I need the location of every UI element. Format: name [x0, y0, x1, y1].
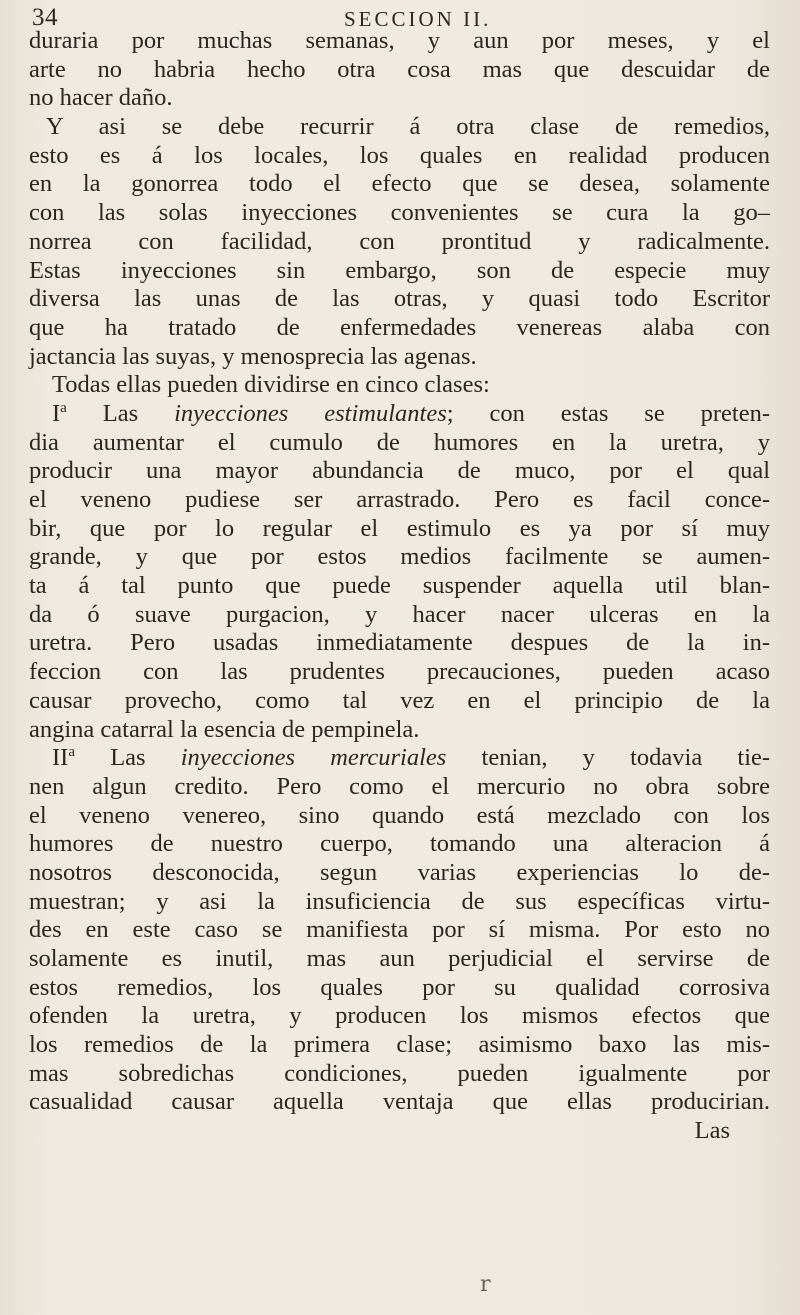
item-rest: tenian, y todavia tie- [481, 744, 771, 772]
page-number: 34 [32, 4, 58, 31]
item-numeral: I [52, 399, 61, 427]
text-line: Y asi se debe recurrir á otra clase de remedios, [46, 113, 770, 141]
text-line: dia aumentar el cumulo de humores en la uretra, y [29, 428, 770, 456]
text-line: uretra. Pero usadas inmediatamente despues de la in- [29, 629, 770, 657]
text-line: no hacer daño. [29, 84, 173, 112]
item-ordinal: a [60, 399, 67, 416]
item-ordinal: a [68, 744, 75, 761]
text-line: humores de nuestro cuerpo, tomando una alteracion á [29, 830, 770, 858]
text-line: feccion con las prudentes precauciones, pueden acaso [29, 658, 770, 686]
text-line: muestran; y asi la insuficiencia de sus específicas virtu- [29, 887, 770, 915]
text-line: angina catarral la esencia de pempinela. [29, 715, 420, 743]
item-numeral: II [52, 744, 69, 772]
text-line: grande, y que por estos medios facilmente se aumen- [29, 543, 770, 571]
text-line: da ó suave purgacion, y hacer nacer ulceras en la [29, 600, 770, 628]
text-line: Todas ellas pueden dividirse en cinco clases: [52, 371, 490, 399]
text-line: duraria por muchas semanas, y aun por meses, y el [29, 27, 770, 54]
text-line: solamente es inutil, mas aun perjudicial el servirse de [29, 945, 770, 972]
text-line: el veneno venereo, sino quando está mezclado con los [29, 801, 770, 829]
text-line: jactancia las suyas, y menosprecia las agenas. [29, 342, 477, 370]
item-title: inyecciones estimulantes [174, 399, 447, 427]
text-line: diversa las unas de las otras, y quasi todo Escritor [29, 285, 770, 313]
text-line: norrea con facilidad, con prontitud y radicalmente. [29, 227, 770, 255]
text-line: los remedios de la primera clase; asimismo baxo las mis- [29, 1031, 770, 1059]
item-lead: Las [110, 744, 146, 772]
text-line: en la gonorrea todo el efecto que se desea, solamente [29, 170, 770, 198]
text-line: estos remedios, los quales por su qualidad corrosiva [29, 973, 770, 1001]
text-line: Estas inyecciones sin embargo, son de especie muy [29, 256, 770, 284]
text-line: ofenden la uretra, y producen los mismos efectos que [29, 1002, 770, 1030]
running-head: SECCION II. [344, 7, 492, 31]
text-line: con las solas inyecciones convenientes se cura la go– [29, 199, 770, 227]
text-line: que ha tratado de enfermedades venereas alaba con [29, 313, 770, 341]
list-item-heading [29, 400, 770, 429]
text-line: des en este caso se manifiesta por sí misma. Por esto no [29, 916, 770, 944]
list-item-heading [29, 744, 770, 773]
item-title: inyecciones mercuriales [180, 744, 447, 772]
stray-mark: r [480, 1272, 491, 1297]
text-line: arte no habria hecho otra cosa mas que descuidar de [29, 55, 770, 83]
text-line: nosotros desconocida, segun varias experiencias lo de- [29, 858, 770, 886]
text-line: producir una mayor abundancia de muco, por el qual [29, 457, 770, 485]
text-line: el veneno pudiese ser arrastrado. Pero es facil conce- [29, 486, 770, 513]
text-line: ta á tal punto que puede suspender aquella util blan- [29, 572, 770, 600]
text-line: esto es á los locales, los quales en realidad producen [29, 141, 770, 169]
catchword: Las [694, 1117, 730, 1145]
text-line: causar provecho, como tal vez en el principio de la [29, 686, 770, 714]
item-lead: Las [102, 399, 139, 427]
text-line: mas sobredichas condiciones, pueden igualmente por [29, 1059, 770, 1087]
text-line: casualidad causar aquella ventaja que ellas producirian. [29, 1088, 770, 1116]
body-text [29, 27, 770, 1146]
item-rest: ; con estas se preten- [446, 399, 771, 427]
text-line: bir, que por lo regular el estimulo es ya por sí muy [29, 514, 770, 542]
text-line: nen algun credito. Pero como el mercurio no obra sobre [29, 772, 770, 800]
